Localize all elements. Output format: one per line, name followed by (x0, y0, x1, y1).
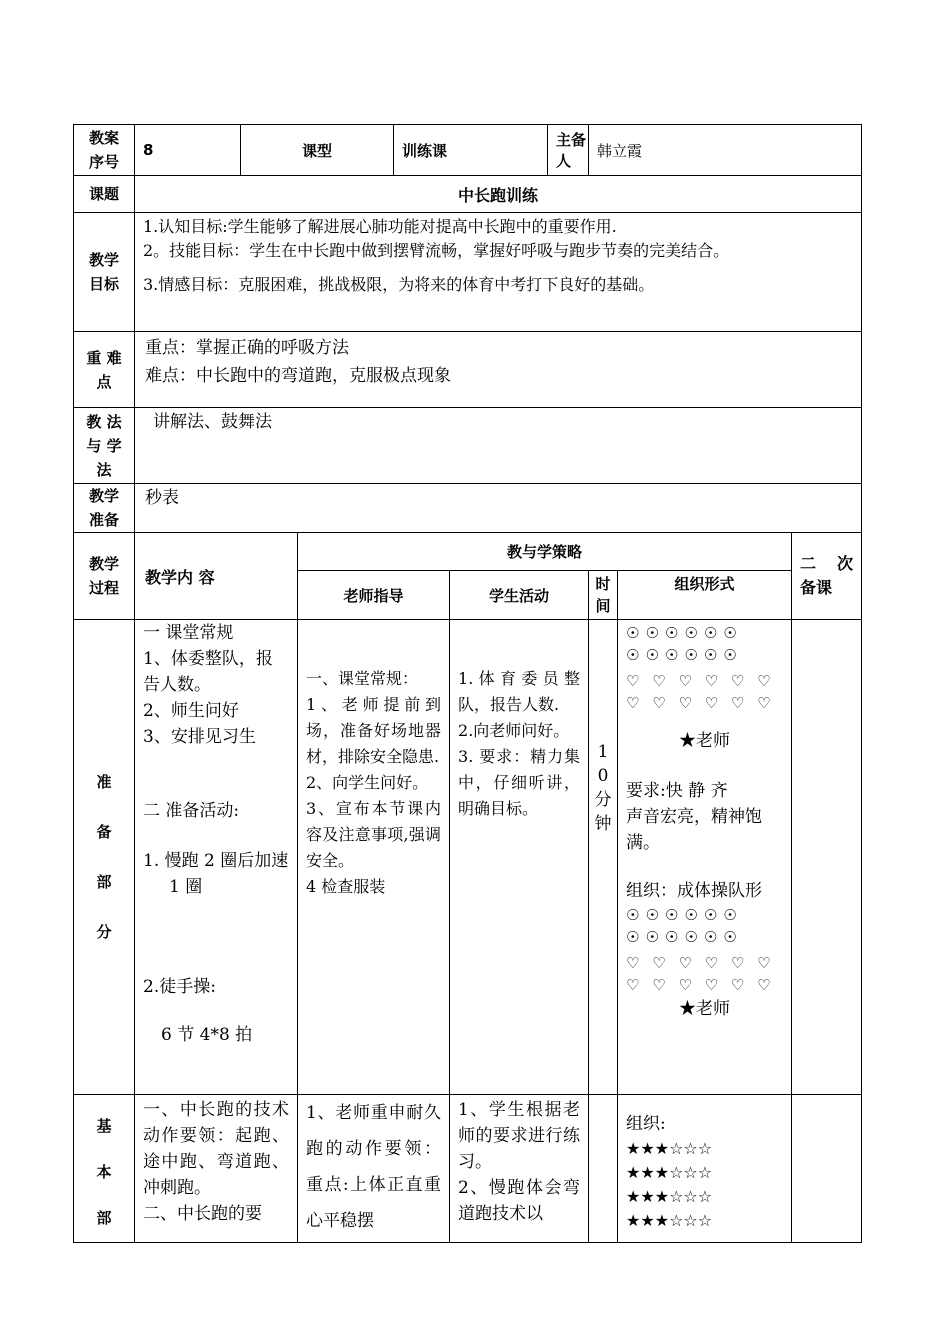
prep-section-label (74, 620, 135, 1095)
prep-section-row (74, 620, 862, 1095)
process-label: 教学过程 (74, 533, 135, 620)
formation-stars-row: ★★★☆☆☆ (626, 1187, 713, 1206)
key-points-label: 重 难点 (74, 332, 135, 408)
formation-stars-row: ★★★☆☆☆ (626, 1163, 713, 1182)
basic-teacher-cell: 1、老师重申耐久跑的动作要领：重点:上体正直重心平稳摆 (298, 1095, 450, 1243)
formation-hearts-row: ♡ ♡ ♡ ♡ ♡ ♡ (626, 672, 775, 690)
routine-title: 一 课堂常规 (143, 623, 234, 643)
prep-org-cell (618, 620, 792, 1095)
routine-item: 2、师生问好 (143, 701, 239, 721)
prep-label-char: 准 (96, 773, 112, 791)
requirement-2: 声音宏亮，精神饱满。 (626, 807, 763, 853)
methods-label: 教 法与 学法 (74, 408, 135, 484)
objective-affective: 3.情感目标：克服困难，挑战极限，为将来的体育中考打下良好的基础。 (143, 275, 655, 294)
lesson-no-value: 8 (135, 125, 241, 176)
prep-label-char: 部 (96, 873, 112, 891)
formation-hearts-row: ♡ ♡ ♡ ♡ ♡ ♡ (626, 954, 775, 972)
methods-row (74, 408, 862, 484)
strategy-label: 教与学策略 (298, 533, 792, 571)
basic-org-cell (618, 1095, 792, 1243)
type-value: 训练课 (394, 125, 548, 176)
type-label: 课型 (241, 125, 394, 176)
time-char: 1 (597, 742, 609, 762)
key-points-row (74, 332, 862, 408)
objectives-row (74, 213, 862, 332)
difficulty-point: 难点：中长跑中的弯道跑，克服极点现象 (145, 366, 451, 386)
org-label: 组织形式 (618, 571, 792, 620)
requirement-1: 要求:快 静 齐 (626, 781, 728, 801)
basic-label-char: 本 (96, 1163, 112, 1181)
drill-item: 2.徒手操: (143, 977, 216, 997)
lesson-no-label: 教案序号 (74, 125, 135, 176)
process-header-row (74, 533, 862, 571)
time-char: 0 (597, 766, 609, 786)
warmup-title: 二 准备活动: (143, 801, 240, 821)
prep-label-char: 备 (96, 823, 112, 841)
revision-label: 二 次备课 (792, 533, 862, 620)
formation-circles-row: ☉☉☉☉☉☉ (626, 646, 743, 664)
org-formation-label: 组织：成体操队形 (626, 881, 763, 901)
preparation-row (74, 484, 862, 533)
objective-skill: 2。技能目标：学生在中长跑中做到摆臂流畅，掌握好呼吸与跑步节奏的完美结合。 (143, 241, 730, 260)
basic-content-cell: 一、中长跑的技术动作要领：起跑、途中跑、弯道跑、冲刺跑。 二、中长跑的要 (135, 1095, 298, 1243)
formation-stars-row: ★★★☆☆☆ (626, 1139, 713, 1158)
objective-cognitive: 1.认知目标:学生能够了解进展心肺功能对提高中长跑中的重要作用. (143, 217, 617, 236)
prep-content-cell (135, 620, 298, 1095)
time-char: 钟 (594, 814, 612, 834)
time-char: 分 (594, 790, 612, 810)
content-label: 教学内 容 (135, 533, 298, 620)
prep-student-cell: 1.体育委员整队，报告人数. 2.向老师问好。 3. 要求：精力集中，仔细听讲，明确目标。 (450, 620, 589, 1095)
preparation-label: 教学准备 (74, 484, 135, 533)
basic-student-cell: 1、学生根据老师的要求进行练习。 2、慢跑体会弯道跑技术以 (450, 1095, 589, 1243)
teacher-position: ★老师 (679, 999, 731, 1019)
formation-hearts-row: ♡ ♡ ♡ ♡ ♡ ♡ (626, 694, 775, 712)
preparer-value: 韩立霞 (589, 125, 862, 176)
routine-item: 3、安排见习生 (143, 727, 256, 747)
prep-time-cell (589, 620, 618, 1095)
student-label: 学生活动 (450, 571, 589, 620)
lesson-plan-table (73, 124, 862, 1243)
drill-detail: 6 节 4*8 拍 (161, 1025, 253, 1045)
routine-item: 1、体委整队，报告人数。 (143, 649, 273, 695)
time-label: 时间 (589, 571, 618, 620)
formation-stars-row: ★★★☆☆☆ (626, 1211, 713, 1230)
header-row (74, 125, 862, 176)
formation-circles-row: ☉☉☉☉☉☉ (626, 906, 743, 924)
basic-section-label (74, 1095, 135, 1243)
prep-label-char: 分 (96, 923, 112, 941)
prep-teacher-cell: 一、课堂常规： 1、老师提前到场，准备好场地器材，排除安全隐患. 2、向学生问好。 3、宣布本节课内容及注意事项,强调安全。 4 检查服装 (298, 620, 450, 1095)
formation-circles-row: ☉☉☉☉☉☉ (626, 624, 743, 642)
basic-label-char: 部 (96, 1209, 112, 1227)
topic-row (74, 176, 862, 213)
basic-section-row (74, 1095, 862, 1243)
preparer-label: 主备人 (548, 125, 589, 176)
topic-value: 中长跑训练 (135, 176, 862, 213)
objectives-label: 教学目标 (74, 213, 135, 332)
jog-item: 1. 慢跑 2 圈后加速 1 圈 (143, 851, 289, 897)
formation-circles-row: ☉☉☉☉☉☉ (626, 928, 743, 946)
methods-value: 讲解法、鼓舞法 (135, 408, 862, 484)
basic-revision-cell (792, 1095, 862, 1243)
prep-revision-cell (792, 620, 862, 1095)
teacher-position: ★老师 (679, 731, 731, 751)
preparation-value: 秒表 (135, 484, 862, 533)
topic-label: 课题 (74, 176, 135, 213)
basic-label-char: 基 (96, 1117, 112, 1135)
key-point: 重点：掌握正确的呼吸方法 (145, 338, 349, 358)
objectives-cell (135, 213, 862, 332)
basic-org-label: 组织: (626, 1114, 666, 1134)
formation-hearts-row: ♡ ♡ ♡ ♡ ♡ ♡ (626, 976, 775, 994)
basic-time-cell (589, 1095, 618, 1243)
teacher-label: 老师指导 (298, 571, 450, 620)
key-points-cell (135, 332, 862, 408)
lesson-plan (73, 124, 861, 1243)
